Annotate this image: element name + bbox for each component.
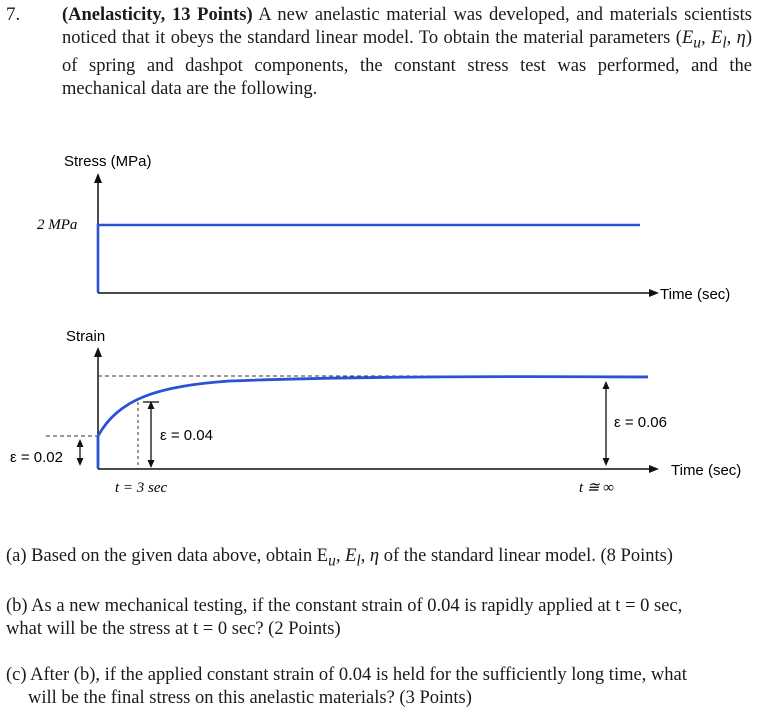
question-b xyxy=(6,595,754,641)
t-inf-label: t ≅ ∞ xyxy=(579,480,614,496)
strain-series-line xyxy=(98,377,648,468)
eps-delta-label: ε = 0.04 xyxy=(160,427,213,444)
problem-text-1: A new anelastic material was developed, and materials scientists noticed that it obeys the standard linear model. To obtain the material parameters ( xyxy=(62,5,752,48)
eps-total-label: ε = 0.06 xyxy=(614,414,667,431)
problem-title: (Anelasticity, 13 Points) xyxy=(62,5,253,25)
problem-text-2: ) of spring and dashpot components, the constant stress test was performed, and the mechanical data are the following. xyxy=(62,28,752,99)
stress-level-label: 2 MPa xyxy=(37,217,78,233)
t3-label: t = 3 sec xyxy=(115,480,168,496)
question-b-line1: (b) As a new mechanical testing, if the constant strain of 0.04 is rapidly applied at t = 0 sec, xyxy=(6,596,683,616)
stress-ylabel: Stress (MPa) xyxy=(64,153,152,170)
question-a: (a) Based on the given data above, obtain $E_u$, $E_l$, η of the standard linear model. (8 Points) xyxy=(6,546,673,570)
strain-ylabel: Strain xyxy=(66,328,106,345)
question-c-line1: (c) After (b), if the applied constant strain of 0.04 is held for the sufficiently long time, what xyxy=(6,665,687,685)
question-c xyxy=(6,664,754,710)
eps-initial-label: ε = 0.02 xyxy=(10,449,63,466)
question-c-line2: will be the final stress on this anelastic materials? (3 Points) xyxy=(28,688,472,708)
question-b-line2: what will be the stress at t = 0 sec? (2 Points) xyxy=(6,619,341,639)
params-symbols: $E_u$, $E_l$, η xyxy=(681,28,746,52)
stress-xlabel: Time (sec) xyxy=(660,286,731,303)
strain-xlabel: Time (sec) xyxy=(671,462,742,479)
stress-series-line xyxy=(98,225,640,292)
problem-number: 7. xyxy=(6,4,21,25)
